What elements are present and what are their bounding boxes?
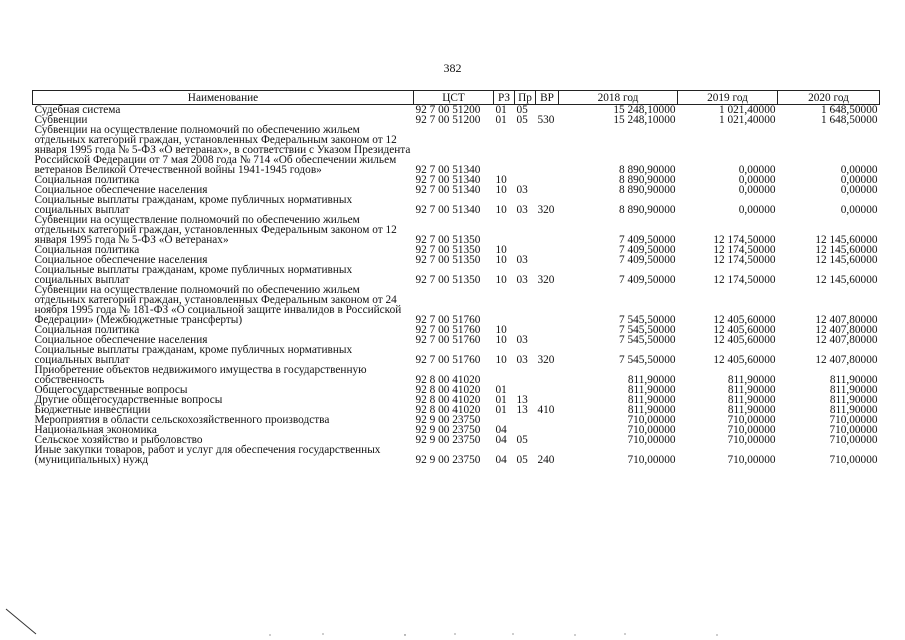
row-2020: 12 145,60000 [815, 234, 878, 246]
row-cst: 92 8 00 41020 [415, 374, 481, 386]
row-2019: 12 405,60000 [713, 354, 776, 366]
row-pr: 03 [516, 204, 528, 216]
row-rz: 01 [495, 114, 507, 126]
row-2018: 7 545,50000 [619, 354, 676, 366]
row-2018: 811,90000 [627, 374, 676, 386]
row-2018: 7 409,50000 [619, 234, 676, 246]
row-name: Субвенции на осуществление полномочий по обеспечению жильем отдельных категорий граждан, установленных Федеральным законом от 12 января 1995 года № 5-ФЗ «О ветеранах», в соответствии с Указом Президента Российской Федерации от 7 мая 2008 года № 714 «Об обеспечении жильем ветеранов Великой Отечественной войны 1941-1945 годов» [34, 124, 411, 176]
row-2019: 12 174,50000 [713, 254, 776, 266]
row-2020: 0,00000 [840, 174, 878, 186]
row-2019: 1 021,40000 [719, 104, 776, 116]
row-2020: 12 407,80000 [815, 334, 878, 346]
row-2018: 7 545,50000 [619, 334, 676, 346]
page-number: 382 [443, 61, 462, 75]
row-vr [536, 255, 559, 265]
table-row [33, 345, 880, 365]
row-vr: 320 [537, 204, 555, 216]
row-cst: 92 7 00 51350 [415, 244, 481, 256]
row-2019: 12 405,60000 [713, 314, 776, 326]
row-name: Социальное обеспечение населения [34, 184, 208, 196]
row-cst: 92 9 00 23750 [415, 424, 481, 436]
row-vr [536, 365, 559, 385]
row-rz: 10 [495, 174, 507, 186]
row-name: Социальные выплаты гражданам, кроме публичных нормативных социальных выплат [34, 264, 353, 286]
row-pr [515, 125, 536, 175]
row-cst: 92 7 00 51760 [415, 354, 481, 366]
row-2020: 710,00000 [829, 454, 878, 466]
row-2020: 710,00000 [829, 424, 878, 436]
row-name: Социальные выплаты гражданам, кроме публичных нормативных социальных выплат [34, 194, 353, 216]
row-2018: 8 890,90000 [619, 204, 676, 216]
row-rz: 10 [495, 204, 507, 216]
row-rz [494, 285, 515, 325]
row-pr [515, 285, 536, 325]
row-2018: 8 890,90000 [619, 174, 676, 186]
row-2019: 811,90000 [727, 394, 776, 406]
row-2018: 7 409,50000 [619, 254, 676, 266]
row-vr [536, 215, 559, 245]
row-rz [494, 125, 515, 175]
row-2020: 811,90000 [829, 404, 878, 416]
row-rz [494, 215, 515, 245]
row-pr: 13 [516, 394, 528, 406]
row-cst: 92 9 00 23750 [415, 454, 481, 466]
row-vr: 320 [537, 354, 555, 366]
row-2019: 710,00000 [727, 414, 776, 426]
row-cst: 92 8 00 41020 [415, 394, 481, 406]
row-2018: 8 890,90000 [619, 184, 676, 196]
row-vr [536, 285, 559, 325]
row-rz: 10 [495, 334, 507, 346]
row-2019: 811,90000 [727, 374, 776, 386]
row-2018: 7 409,50000 [619, 274, 676, 286]
row-2018: 15 248,10000 [613, 104, 676, 116]
row-pr [515, 415, 536, 425]
row-cst: 92 7 00 51340 [415, 184, 481, 196]
row-pr [515, 365, 536, 385]
table-row [33, 445, 880, 465]
header-pr: Пр [515, 91, 536, 105]
row-2018: 811,90000 [627, 394, 676, 406]
row-rz: 10 [495, 254, 507, 266]
row-name: Субвенции на осуществление полномочий по обеспечению жильем отдельных категорий граждан, установленных Федеральным законом от 12 января 1995 года № 5-ФЗ «О ветеранах» [34, 214, 397, 246]
row-vr: 410 [537, 404, 555, 416]
header-vr: ВР [536, 91, 559, 105]
row-rz: 01 [495, 384, 507, 396]
row-pr: 13 [516, 404, 528, 416]
row-name: Национальная экономика [34, 424, 157, 436]
row-2020: 12 407,80000 [815, 354, 878, 366]
row-cst: 92 7 00 51760 [415, 334, 481, 346]
row-name: Мероприятия в области сельскохозяйственного производства [34, 414, 330, 426]
row-cst: 92 8 00 41020 [415, 404, 481, 416]
row-2020: 12 145,60000 [815, 254, 878, 266]
row-name: Приобретение объектов недвижимого имущества в государственную собственность [34, 364, 367, 386]
row-vr [536, 425, 559, 435]
row-2019: 0,00000 [738, 174, 776, 186]
row-cst: 92 7 00 51760 [415, 314, 481, 326]
row-cst: 92 9 00 23750 [415, 434, 481, 446]
row-2020: 811,90000 [829, 394, 878, 406]
row-2019: 0,00000 [738, 204, 776, 216]
row-2020: 710,00000 [829, 414, 878, 426]
row-pr: 03 [516, 274, 528, 286]
row-name: Социальная политика [34, 174, 140, 186]
row-2019: 12 405,60000 [713, 334, 776, 346]
table-row [33, 195, 880, 215]
row-2018: 811,90000 [627, 384, 676, 396]
row-2018: 710,00000 [627, 424, 676, 436]
row-2018: 710,00000 [627, 414, 676, 426]
row-name: Социальное обеспечение населения [34, 254, 208, 266]
table-row [33, 285, 880, 325]
row-pr [515, 215, 536, 245]
row-2019: 710,00000 [727, 434, 776, 446]
header-name: Наименование [33, 91, 414, 105]
table-header-row [33, 91, 880, 105]
row-pr: 05 [516, 454, 528, 466]
budget-table [32, 90, 880, 465]
row-vr: 530 [537, 114, 555, 126]
row-2019: 12 405,60000 [713, 324, 776, 336]
row-2020: 1 648,50000 [821, 114, 878, 126]
header-cst: ЦСТ [414, 91, 494, 105]
row-2018: 7 545,50000 [619, 314, 676, 326]
row-2020: 0,00000 [840, 184, 878, 196]
row-2020: 1 648,50000 [821, 104, 878, 116]
row-vr [536, 125, 559, 175]
row-cst: 92 9 00 23750 [415, 414, 481, 426]
row-2018: 7 409,50000 [619, 244, 676, 256]
row-2018: 710,00000 [627, 454, 676, 466]
row-2019: 12 174,50000 [713, 244, 776, 256]
row-vr [536, 325, 559, 335]
row-name: Социальные выплаты гражданам, кроме публичных нормативных социальных выплат [34, 344, 353, 366]
row-name: Другие общегосударственные вопросы [34, 394, 223, 406]
row-rz [494, 365, 515, 385]
row-cst: 92 7 00 51760 [415, 324, 481, 336]
row-pr: 03 [516, 354, 528, 366]
row-2020: 0,00000 [840, 164, 878, 176]
row-vr [536, 245, 559, 255]
row-rz: 10 [495, 354, 507, 366]
row-name: Иные закупки товаров, работ и услуг для обеспечения государственных (муниципальных) нужд [34, 444, 381, 466]
scan-edge-line [0, 0, 60, 640]
row-pr: 03 [516, 184, 528, 196]
row-2019: 710,00000 [727, 424, 776, 436]
row-rz: 01 [495, 404, 507, 416]
row-rz: 04 [495, 434, 507, 446]
row-cst: 92 8 00 41020 [415, 384, 481, 396]
row-vr [536, 175, 559, 185]
row-name: Судебная система [34, 104, 121, 116]
row-2019: 811,90000 [727, 384, 776, 396]
row-2020: 811,90000 [829, 374, 878, 386]
row-name: Социальное обеспечение населения [34, 334, 208, 346]
header-2018: 2018 год [559, 91, 678, 105]
row-2018: 15 248,10000 [613, 114, 676, 126]
row-2020: 12 407,80000 [815, 324, 878, 336]
header-2019: 2019 год [678, 91, 778, 105]
row-2020: 0,00000 [840, 204, 878, 216]
row-rz: 10 [495, 184, 507, 196]
row-rz: 10 [495, 274, 507, 286]
table-row [33, 215, 880, 245]
table-row [33, 265, 880, 285]
row-cst: 92 7 00 51350 [415, 254, 481, 266]
row-2018: 710,00000 [627, 434, 676, 446]
row-2019: 1 021,40000 [719, 114, 776, 126]
row-rz: 01 [495, 104, 507, 116]
row-pr: 03 [516, 254, 528, 266]
row-2019: 12 174,50000 [713, 234, 776, 246]
header-rz: РЗ [494, 91, 515, 105]
row-rz: 04 [495, 454, 507, 466]
row-cst: 92 7 00 51340 [415, 164, 481, 176]
row-rz: 10 [495, 324, 507, 336]
row-cst: 92 7 00 51350 [415, 234, 481, 246]
row-vr: 320 [537, 274, 555, 286]
row-name: Сельское хозяйство и рыболовство [34, 434, 203, 446]
row-cst: 92 7 00 51200 [415, 104, 481, 116]
row-rz: 04 [495, 424, 507, 436]
row-name: Общегосударственные вопросы [34, 384, 188, 396]
row-name: Бюджетные инвестиции [34, 404, 151, 416]
row-vr [536, 415, 559, 425]
row-cst: 92 7 00 51340 [415, 174, 481, 186]
header-2020: 2020 год [778, 91, 880, 105]
row-2020: 710,00000 [829, 434, 878, 446]
row-name: Субвенции [34, 114, 88, 126]
row-name: Социальная политика [34, 324, 140, 336]
row-vr [536, 335, 559, 345]
row-2020: 12 145,60000 [815, 244, 878, 256]
row-2020: 811,90000 [829, 384, 878, 396]
table-row [33, 365, 880, 385]
row-pr: 05 [516, 434, 528, 446]
row-2019: 0,00000 [738, 184, 776, 196]
scan-dot-artifacts [265, 630, 725, 638]
row-2019: 811,90000 [727, 404, 776, 416]
row-name: Социальная политика [34, 244, 140, 256]
table-row [33, 125, 880, 175]
row-vr [536, 385, 559, 395]
row-2019: 12 174,50000 [713, 274, 776, 286]
row-vr [536, 185, 559, 195]
row-cst: 92 7 00 51340 [415, 204, 481, 216]
row-name: Субвенции на осуществление полномочий по обеспечению жильем отдельных категорий граждан, установленных Федеральным законом от 24 ноября 1995 года № 181-ФЗ «О социальной защите инвалидов в Российской Федерации» (Межбюджетные трансферты) [34, 284, 402, 326]
row-2018: 8 890,90000 [619, 164, 676, 176]
row-pr: 05 [516, 104, 528, 116]
row-2018: 7 545,50000 [619, 324, 676, 336]
row-rz: 01 [495, 394, 507, 406]
row-pr: 05 [516, 114, 528, 126]
row-2020: 12 407,80000 [815, 314, 878, 326]
row-vr: 240 [537, 454, 555, 466]
row-vr [536, 435, 559, 445]
row-pr: 03 [516, 334, 528, 346]
row-2018: 811,90000 [627, 404, 676, 416]
row-cst: 92 7 00 51350 [415, 274, 481, 286]
row-2020: 12 145,60000 [815, 274, 878, 286]
row-cst: 92 7 00 51200 [415, 114, 481, 126]
row-2019: 0,00000 [738, 164, 776, 176]
row-2019: 710,00000 [727, 454, 776, 466]
row-rz: 10 [495, 244, 507, 256]
